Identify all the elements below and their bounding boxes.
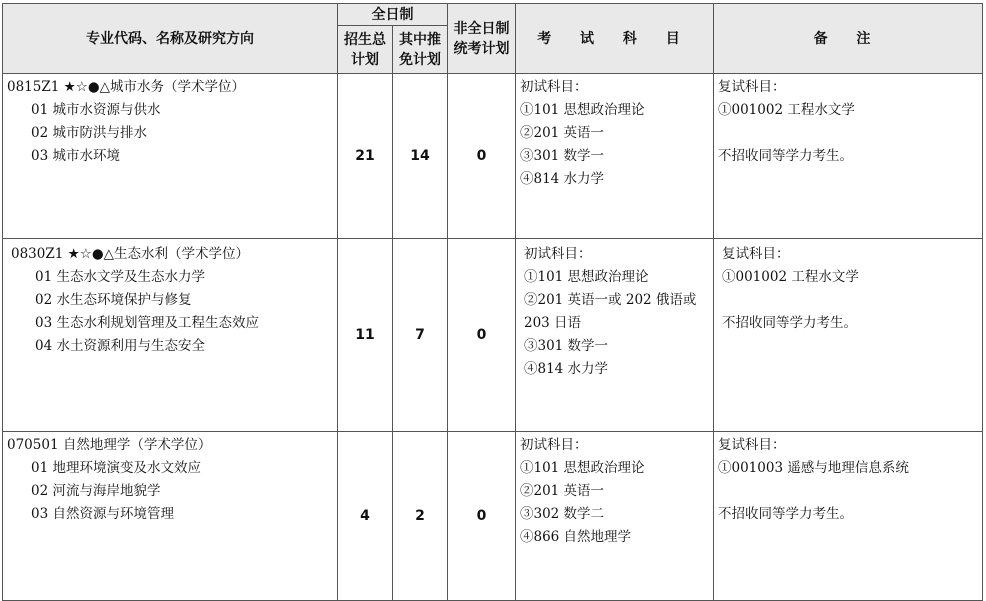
exam-subjects-cell <box>516 239 714 432</box>
admissions-table <box>2 3 983 601</box>
exam-subject: ④814 水力学 <box>524 361 609 377</box>
remark-note: 不招收同等学力考生。 <box>718 506 853 522</box>
header-recommended-plan: 其中推 免计划 <box>393 26 448 74</box>
header-part-time <box>448 4 516 74</box>
remarks-cell <box>714 239 983 432</box>
research-direction: 03 自然资源与环境管理 <box>31 506 174 522</box>
research-direction: 01 生态水文学及生态水力学 <box>35 269 205 285</box>
research-direction: 03 城市水环境 <box>31 148 120 164</box>
exam-subject: ④866 自然地理学 <box>520 529 632 545</box>
exam-subject: ③301 数学一 <box>520 148 605 164</box>
exam-subject: ①101 思想政治理论 <box>520 102 645 118</box>
research-direction: 02 城市防洪与排水 <box>31 125 147 141</box>
exam-subjects-cell <box>516 432 714 601</box>
retest-subject: ①001002 工程水文学 <box>718 102 855 118</box>
header-exam-subjects: 考 试 科 目 <box>516 4 714 74</box>
part-time-plan-value: 0 <box>448 239 516 432</box>
research-direction: 02 河流与海岸地貌学 <box>31 483 161 499</box>
part-time-plan-value: 0 <box>448 74 516 239</box>
header-program: 专业代码、名称及研究方向 <box>3 4 338 74</box>
total-plan-value: 11 <box>338 239 393 432</box>
research-direction: 03 生态水利规划管理及工程生态效应 <box>35 315 259 331</box>
exam-label: 初试科目： <box>520 79 588 95</box>
program-title: 0830Z1 ★☆●△生态水利（学术学位） <box>11 246 249 262</box>
table-row <box>3 74 983 239</box>
program-cell <box>3 432 338 601</box>
header-part-time-line2: 统考计划 <box>453 40 510 57</box>
retest-subject: ①001003 遥感与地理信息系统 <box>718 460 909 476</box>
recommended-plan-value: 2 <box>393 432 448 601</box>
exam-subject: ③301 数学一 <box>524 338 609 354</box>
retest-label: 复试科目： <box>718 79 786 95</box>
table-row <box>3 432 983 601</box>
exam-label: 初试科目： <box>520 437 588 453</box>
exam-subject: ①101 思想政治理论 <box>520 460 645 476</box>
remarks-cell <box>714 74 983 239</box>
header-total-plan: 招生总 计划 <box>338 26 393 74</box>
total-plan-value: 21 <box>338 74 393 239</box>
remark-note: 不招收同等学力考生。 <box>722 315 857 331</box>
retest-subject: ①001002 工程水文学 <box>722 269 859 285</box>
exam-subject: ②201 英语一 <box>520 483 605 499</box>
retest-label: 复试科目： <box>722 246 790 262</box>
total-plan-value: 4 <box>338 432 393 601</box>
program-cell <box>3 74 338 239</box>
program-title: 0815Z1 ★☆●△城市水务（学术学位） <box>7 79 245 95</box>
exam-label: 初试科目： <box>524 246 592 262</box>
exam-subject: ③302 数学二 <box>520 506 605 522</box>
program-cell <box>3 239 338 432</box>
research-direction: 02 水生态环境保护与修复 <box>35 292 192 308</box>
remark-note: 不招收同等学力考生。 <box>718 148 853 164</box>
remarks-cell <box>714 432 983 601</box>
exam-subject: ①101 思想政治理论 <box>524 269 649 285</box>
exam-subject: ④814 水力学 <box>520 171 605 187</box>
research-direction: 01 城市水资源与供水 <box>31 102 161 118</box>
recommended-plan-value: 7 <box>393 239 448 432</box>
recommended-plan-value: 14 <box>393 74 448 239</box>
exam-subject: ②201 英语一或 202 俄语或 <box>524 292 697 308</box>
header-full-time: 全日制 <box>338 4 448 26</box>
header-part-time-line1: 非全日制 <box>453 20 510 37</box>
exam-subject: 203 日语 <box>524 315 582 331</box>
exam-subject: ②201 英语一 <box>520 125 605 141</box>
retest-label: 复试科目： <box>718 437 786 453</box>
part-time-plan-value: 0 <box>448 432 516 601</box>
header-remarks: 备 注 <box>714 4 983 74</box>
research-direction: 04 水土资源利用与生态安全 <box>35 338 205 354</box>
program-title: 070501 自然地理学（学术学位） <box>7 437 212 453</box>
research-direction: 01 地理环境演变及水文效应 <box>31 460 201 476</box>
exam-subjects-cell <box>516 74 714 239</box>
table-row <box>3 239 983 432</box>
